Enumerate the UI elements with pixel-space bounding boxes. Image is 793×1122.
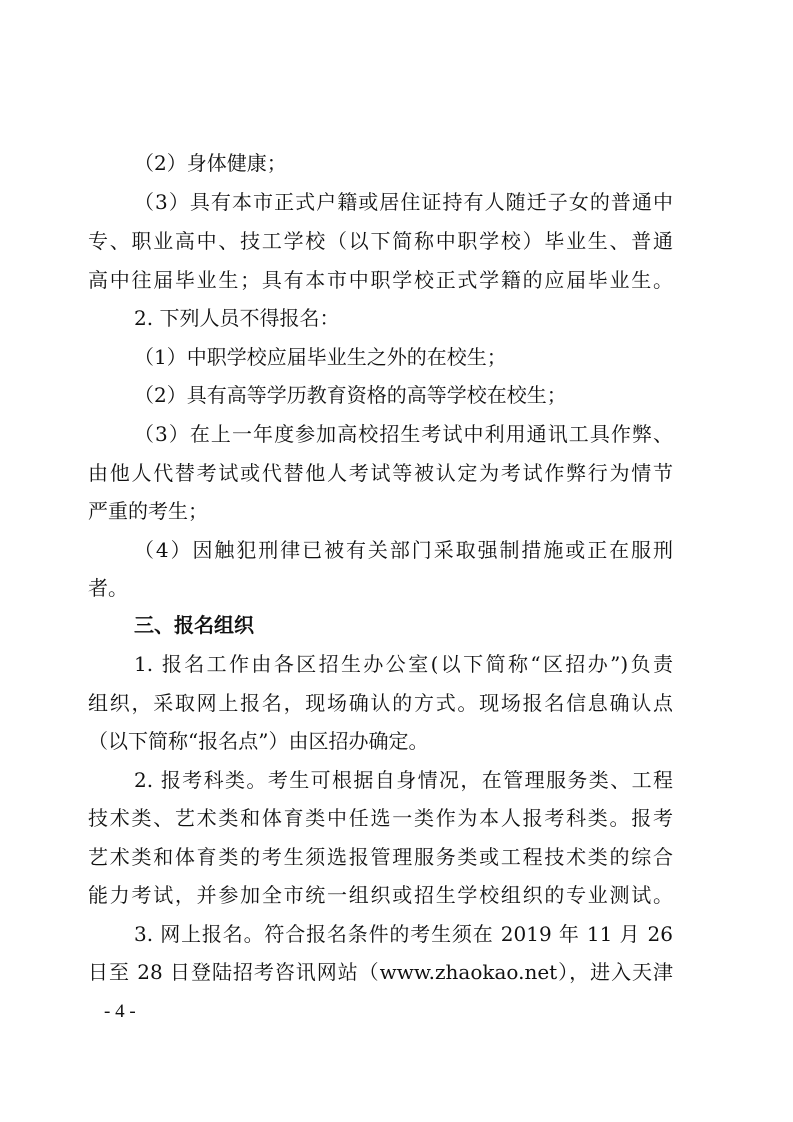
text-line: （2）身体健康； <box>134 151 287 175</box>
text-line: （3）具有本市正式户籍或居住证持有人随迁子女的普通中 <box>134 190 673 214</box>
text-line: （1）中职学校应届毕业生之外的在校生； <box>134 345 507 369</box>
text-line: 严重的考生； <box>88 499 208 523</box>
text-line: （以下简称“报名点”）由区招办确定。 <box>88 729 429 753</box>
text-line: 1. 报名工作由各区招生办公室(以下简称“区招办”)负责 <box>134 652 673 676</box>
text-line: 高中往届毕业生；具有本市中职学校正式学籍的应届毕业生。 <box>88 268 673 292</box>
text-line: 能力考试，并参加全市统一组织或招生学校组织的专业测试。 <box>88 883 673 907</box>
text-line: （4）因触犯刑律已被有关部门采取强制措施或正在服刑 <box>134 538 673 562</box>
text-line: 专、职业高中、技工学校（以下简称中职学校）毕业生、普通 <box>88 229 673 253</box>
text-line: （3）在上一年度参加高校招生考试中利用通讯工具作弊、 <box>134 422 673 446</box>
page-number: - 4 - <box>104 1001 136 1022</box>
text-line: 者。 <box>88 576 128 600</box>
section-heading: 三、报名组织 <box>134 613 254 637</box>
text-line: 艺术类和体育类的考生须选报管理服务类或工程技术类的综合 <box>88 845 673 869</box>
text-line: 2. 下列人员不得报名： <box>134 306 340 330</box>
text-line: 2. 报考科类。考生可根据自身情况，在管理服务类、工程 <box>134 768 673 792</box>
text-line: 技术类、艺术类和体育类中任选一类作为本人报考科类。报考 <box>88 806 673 830</box>
text-line: 3. 网上报名。符合报名条件的考生须在 2019 年 11 月 26 <box>134 922 673 946</box>
text-line: 日至 28 日登陆招考咨讯网站（www.zhaokao.net），进入天津 <box>88 960 673 984</box>
text-line: 由他人代替考试或代替他人考试等被认定为考试作弊行为情节 <box>88 461 673 485</box>
text-line: （2）具有高等学历教育资格的高等学校在校生； <box>134 383 567 407</box>
text-line: 组织，采取网上报名，现场确认的方式。现场报名信息确认点 <box>88 691 673 715</box>
